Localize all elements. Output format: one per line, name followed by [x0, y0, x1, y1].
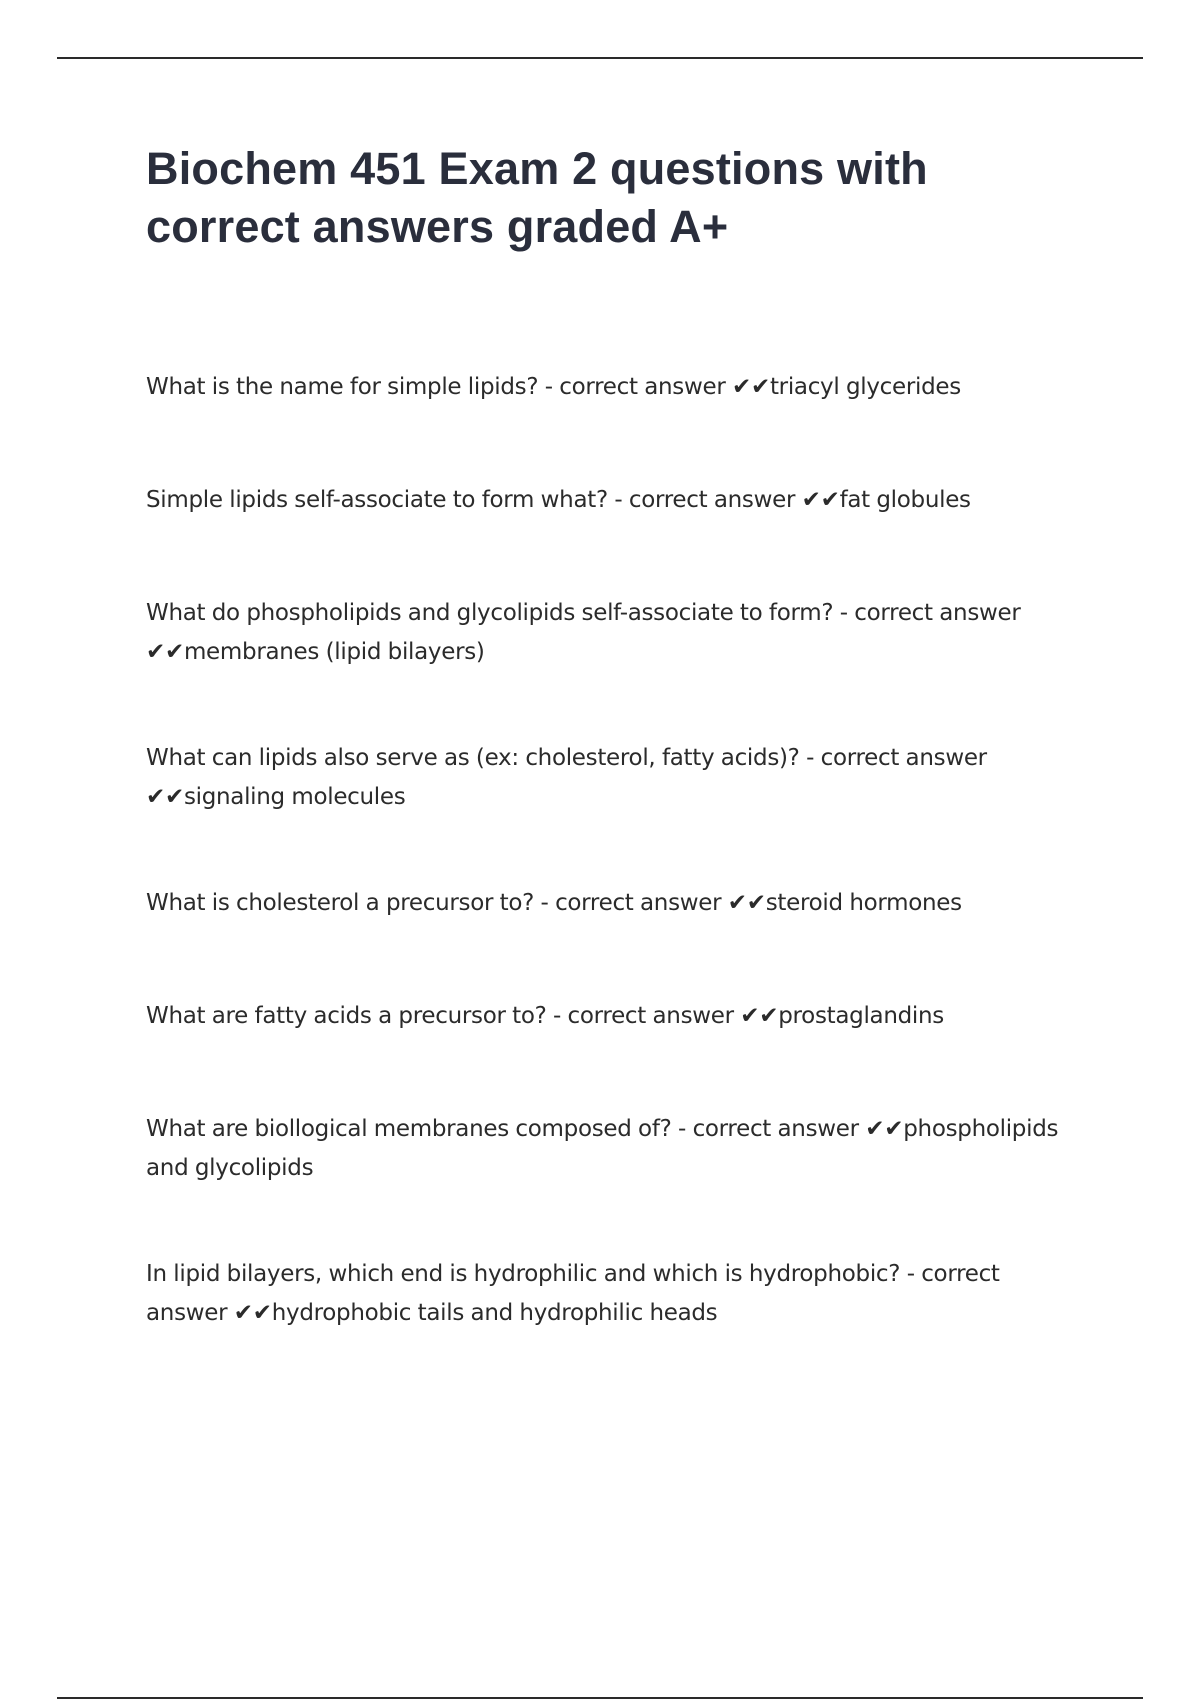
answer-separator: - correct answer	[607, 487, 802, 513]
check-marks-icon: ✔✔	[732, 374, 770, 400]
qa-list	[146, 368, 1066, 1333]
check-marks-icon: ✔✔	[740, 1003, 779, 1029]
check-marks-icon: ✔✔	[801, 487, 840, 513]
qa-item-3	[146, 594, 1066, 672]
answer-separator: - correct answer	[799, 745, 987, 771]
question-text: What are fatty acids a precursor to?	[146, 1003, 547, 1029]
answer-separator: - correct answer	[546, 1003, 741, 1029]
qa-item-8	[146, 1255, 1066, 1333]
answer-text: prostaglandins	[778, 1003, 944, 1029]
answer-separator: - correct answer	[146, 1261, 1000, 1326]
answer-text: phospholipids and glycolipids	[146, 1116, 1059, 1181]
check-marks-icon: ✔✔	[727, 890, 766, 916]
bottom-divider	[57, 1697, 1143, 1699]
answer-text: steroid hormones	[765, 890, 962, 916]
check-marks-icon: ✔✔	[233, 1300, 272, 1326]
question-text: What is the name for simple lipids?	[146, 374, 539, 400]
top-divider	[57, 57, 1143, 59]
answer-text: hydrophobic tails and hydrophilic heads	[271, 1300, 718, 1326]
check-marks-icon: ✔✔	[146, 639, 184, 665]
answer-text: triacyl glycerides	[769, 374, 961, 400]
qa-item-4	[146, 739, 1066, 817]
answer-separator: - correct answer	[538, 374, 732, 400]
check-marks-icon: ✔✔	[146, 784, 184, 810]
question-text: What is cholesterol a precursor to?	[146, 890, 535, 916]
answer-text: signaling molecules	[183, 784, 406, 810]
answer-text: fat globules	[839, 487, 971, 513]
question-text: What are biollogical membranes composed of?	[146, 1116, 672, 1142]
answer-text: membranes (lipid bilayers)	[183, 639, 485, 665]
check-marks-icon: ✔✔	[865, 1116, 904, 1142]
question-text: What do phospholipids and glycolipids self-associate to form?	[146, 600, 834, 626]
answer-separator: - correct answer	[671, 1116, 866, 1142]
qa-item-2	[146, 481, 1066, 520]
answer-separator: - correct answer	[833, 600, 1021, 626]
document-body	[146, 140, 1066, 1400]
qa-item-5	[146, 884, 1066, 923]
document-title: Biochem 451 Exam 2 questions with correct answers graded A+	[146, 143, 928, 252]
qa-item-6	[146, 997, 1066, 1036]
question-text: In lipid bilayers, which end is hydrophilic and which is hydrophobic?	[146, 1261, 901, 1287]
question-text: Simple lipids self-associate to form what?	[146, 487, 608, 513]
qa-item-7	[146, 1110, 1066, 1188]
answer-separator: - correct answer	[534, 890, 728, 916]
question-text: What can lipids also serve as (ex: cholesterol, fatty acids)?	[146, 745, 800, 771]
qa-item-1	[146, 368, 1066, 407]
